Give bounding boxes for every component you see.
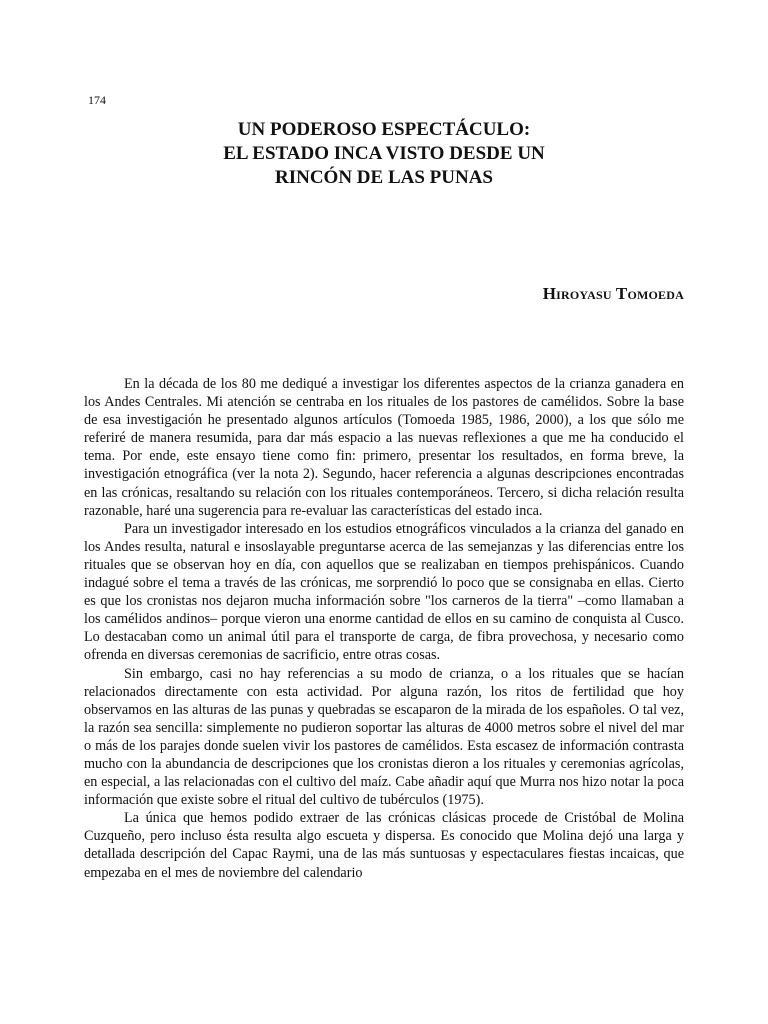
title-line: RINCÓN DE LAS PUNAS <box>275 167 493 188</box>
title-line: UN PODEROSO ESPECTÁCULO: <box>237 119 531 140</box>
paragraph: Para un investigador interesado en los estudios etnográficos vinculados a la crianza del ganado en los Andes resulta, natural e insoslayable preguntarse acerca de las semejanzas y las diferencias entre los rituales que se observan hoy en día, con aquellos que se realizaban en tiempos prehispánicos. Cuando indagué sobre el tema a través de las crónicas, me sorprendió lo poco que se consignaba en ellas. Cierto es que los cronistas nos dejaron mucha información sobre "los carneros de la tierra" –como llamaban a los camélidos andinos– porque vieron una enorme cantidad de ellos en su camino de conquista al Cusco. Lo destacaban como un animal útil para el transporte de carga, de fibra provechosa, y necesario como ofrenda en diversas ceremonias de sacrificio, entre otras cosas. <box>84 520 684 664</box>
paragraph: En la década de los 80 me dediqué a investigar los diferentes aspectos de la crianza ganadera en los Andes Centrales. Mi atención se centraba en los rituales de los pastores de camélidos. Sobre la base de esa investigación he presentado algunos artículos (Tomoeda 1985, 1986, 2000), a los que sólo me referiré de manera resumida, para dar más espacio a las nuevas reflexiones a que me ha conducido el tema. Por ende, este ensayo tiene como fin: primero, presentar los resultados, en forma breve, la investigación etnográfica (ver la nota 2). Segundo, hacer referencia a algunas descripciones encontradas en las crónicas, resaltando su relación con los rituales contemporáneos. Tercero, si dicha relación resulta razonable, haré una sugerencia para re-evaluar las características del estado inca. <box>84 376 684 519</box>
article-title <box>100 118 668 190</box>
paragraph: La única que hemos podido extraer de las crónicas clásicas procede de Cristóbal de Molina Cuzqueño, pero incluso ésta resulta algo escueta y dispersa. Es conocido que Molina dejó una larga y detallada descripción del Capac Raymi, una de las más suntuosas y espectaculares fiestas incaicas, que empezaba en el mes de noviembre del calendario <box>84 810 684 881</box>
page-number: 174 <box>88 93 106 107</box>
author-name: Hiroyasu Tomoeda <box>542 284 684 303</box>
title-line: EL ESTADO INCA VISTO DESDE UN <box>223 143 545 164</box>
paragraph: Sin embargo, casi no hay referencias a su modo de crianza, o a los rituales que se hacían relacionados directamente con esta actividad. Por alguna razón, los ritos de fertilidad que hoy observamos en las alturas de las punas y quebradas se escaparon de la mirada de los españoles. O tal vez, la razón sea sencilla: simplemente no pudieron soportar las alturas de 4000 metros sobre el nivel del mar o más de los parajes donde suelen vivir los pastores de camélidos. Esta escasez de información contrasta mucho con la abundancia de descripciones que los cronistas dieron a los rituales y ceremonias agrícolas, en especial, a las relacionadas con el cultivo del maíz. Cabe añadir aquí que Murra nos hizo notar la poca información que existe sobre el ritual del cultivo de tubérculos (1975). <box>84 665 684 809</box>
article-body <box>84 375 684 882</box>
